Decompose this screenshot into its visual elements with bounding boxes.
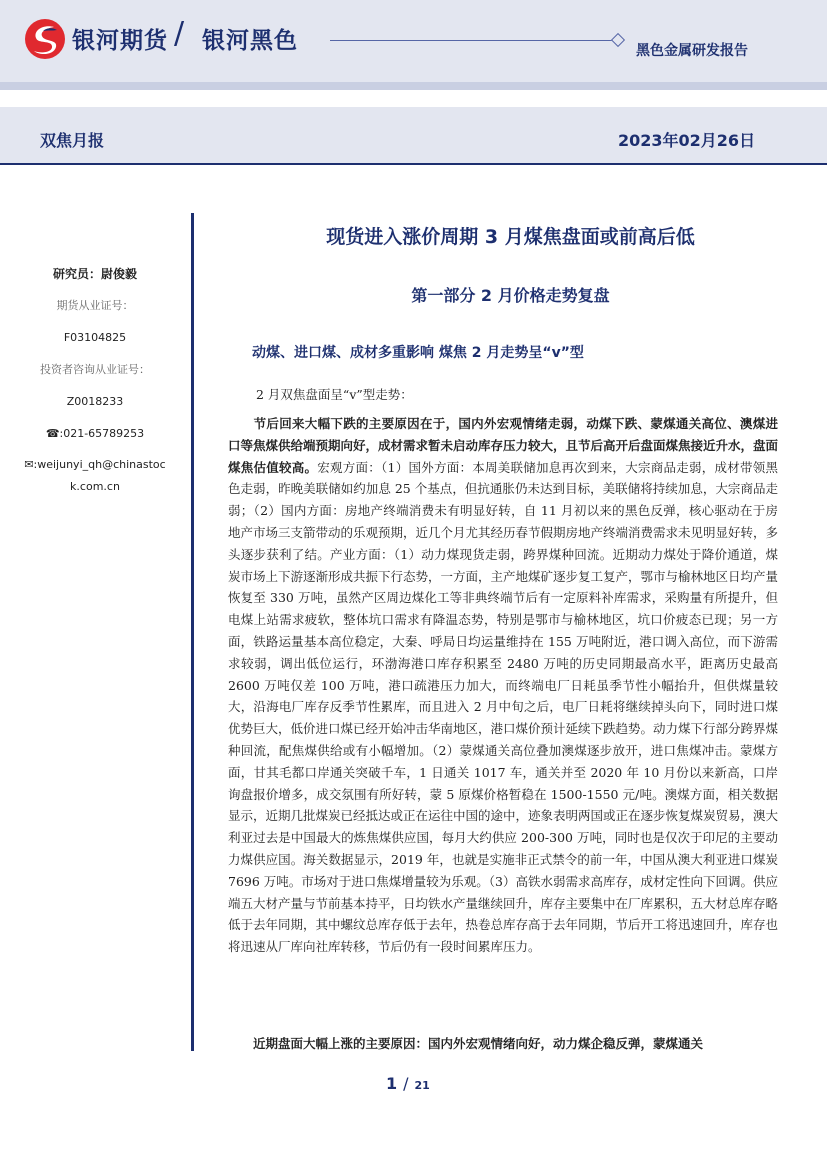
- license-label: 期货从业证号：: [56, 299, 134, 312]
- page-title: 现货进入涨价周期 3 月煤焦盘面或前高后低: [326, 226, 695, 248]
- section-title: 第一部分 2 月价格走势复盘: [411, 286, 610, 305]
- paragraph-2-lead: 近期盘面大幅上涨的主要原因：国内外宏观情绪向好，动力煤企稳反弹，蒙煤通关: [253, 1036, 704, 1051]
- page-number: [386, 1074, 430, 1093]
- report-date: 2023年02月26日: [618, 131, 756, 150]
- page-separator: /: [403, 1074, 409, 1093]
- brand-separator: /: [174, 16, 185, 51]
- intro-line: 2 月双焦盘面呈“v”型走势：: [256, 387, 413, 402]
- brand-secondary-name: 银河黑色: [202, 28, 298, 54]
- advisor-value: Z0018233: [66, 395, 124, 408]
- report-title: 双焦月报: [40, 131, 105, 150]
- brand-name: 银河期货: [72, 28, 168, 54]
- phone-number: ☎:021-65789253: [45, 427, 145, 440]
- header-stripe: [0, 82, 827, 90]
- subsection-title: 动煤、进口煤、成材多重影响 煤焦 2 月走势呈“v”型: [252, 345, 584, 361]
- license-value: F03104825: [63, 331, 127, 344]
- paragraph-text: 宏观方面：（1）国外方面：本周美联储加息再次到来，大宗商品走弱，成材带领黑色走弱，昨晚美联储如约加息 25 个基点，但抗通胀仍未达到目标，美联储将持续加息，大宗商品走弱；（2）国内方面：房地产终端消费未有明显好转，自 11 月初以来的黑色反弹，核心驱动在于房地产市场三支箭带动的乐观预期，近几个月尤其经历春节假期房地产终端消费需求未见明显好转，多头逐步获利了结。产业方面：（1）动力煤现货走弱，跨界煤种回流。近期动力煤处于降价通道，煤炭市场上下游逐渐形成共振下行态势，一方面，主产地煤矿逐步复工复产，鄂市与榆林地区日均产量恢复至 330 万吨，虽然产区周边煤化工等非典终端节后有一定原料补库需求，采购量有所提升，但电煤上站需求疲软，整体坑口需求有降温态势，特别是鄂市与榆林地区，坑口价疲态已现；另一方面，铁路运量基本高位稳定，大秦、呼局日均运量维持在 155 万吨附近，港口调入高位，而下游需求较弱，调出低位运行，环渤海港口库存积累至 2480 万吨的历史同期最高水平，距离历史最高 2600 万吨仅差 100 万吨，港口疏港压力加大，而终端电厂日耗虽季节性小幅抬升，但供煤量较大，沿海电厂库存反季节性累库，而且进入 2 月中旬之后，电厂日耗将继续掉头向下，同时进口煤优势巨大，低价进口煤已经开始冲击华南地区，港口煤价预计延续下跌趋势。动力煤下行部分跨界煤种回流，配焦煤供给或有小幅增加。（2）蒙煤通关高位叠加澳煤逐步放开，进口焦煤冲击。蒙煤方面，甘其毛都口岸通关突破千车，1 日通关 1017 车，通关并至 2020 年 10 月份以来新高，口岸询盘报价增多，成交氛围有所好转，蒙 5 原煤价格暂稳在 1500-1550 元/吨。澳煤方面，相关数据显示，近期几批煤炭已经抵达或正在运往中国的途中，迹象表明两国或正在逐步恢复煤炭贸易，澳大利亚过去是中国最大的炼焦煤供应国，每月大约供应 200-300 万吨，同时也是仅次于印尼的主要动力煤供应国。海关数据显示，2019 年，也就是实施非正式禁令的前一年，中国从澳大利亚进口煤炭 7696 万吨。市场对于进口焦煤增量较为乐观。（3）高铁水弱需求高库存，成材定性向下回调。供应端五大材产量与节前基本持平，日均铁水产量继续回升，库存主要集中在厂库累积，五大材总库存略低于去年同期，其中螺纹总库存低于去年，热卷总库存高于去年同期，节后开工将迅速回升，库存也将迅速从厂库向社库转移，节后仍有一段时间累库压力。: [228, 459, 779, 955]
- email-link[interactable]: ✉:weijunyi_qh@chinastock.com.cn: [24, 458, 166, 493]
- body-paragraph-2: [228, 1033, 778, 1055]
- title-band-rule: [0, 163, 827, 165]
- researcher-sidebar: [20, 262, 170, 498]
- sidebar-divider: [191, 213, 194, 1051]
- paragraph-lead: 节后回来大幅下跌的主要原因在于，国内外宏观情绪走弱，动煤下跌、蒙煤通关高位、澳煤进口等焦煤供给端预期向好，成材需求暂未启动库存压力较大，且节后高开后盘面煤焦接近升水，盘面煤焦估值较高。: [228, 416, 779, 475]
- body-paragraph: [228, 413, 778, 958]
- page-current: 1: [386, 1074, 398, 1093]
- advisor-label: 投资者咨询从业证号：: [40, 363, 150, 376]
- header-rule: [330, 40, 612, 41]
- galaxy-logo-icon: [24, 18, 66, 60]
- researcher-name: 研究员：尉俊毅: [52, 267, 137, 281]
- page-total: 21: [414, 1079, 430, 1092]
- report-category: 黑色金属研发报告: [636, 43, 748, 59]
